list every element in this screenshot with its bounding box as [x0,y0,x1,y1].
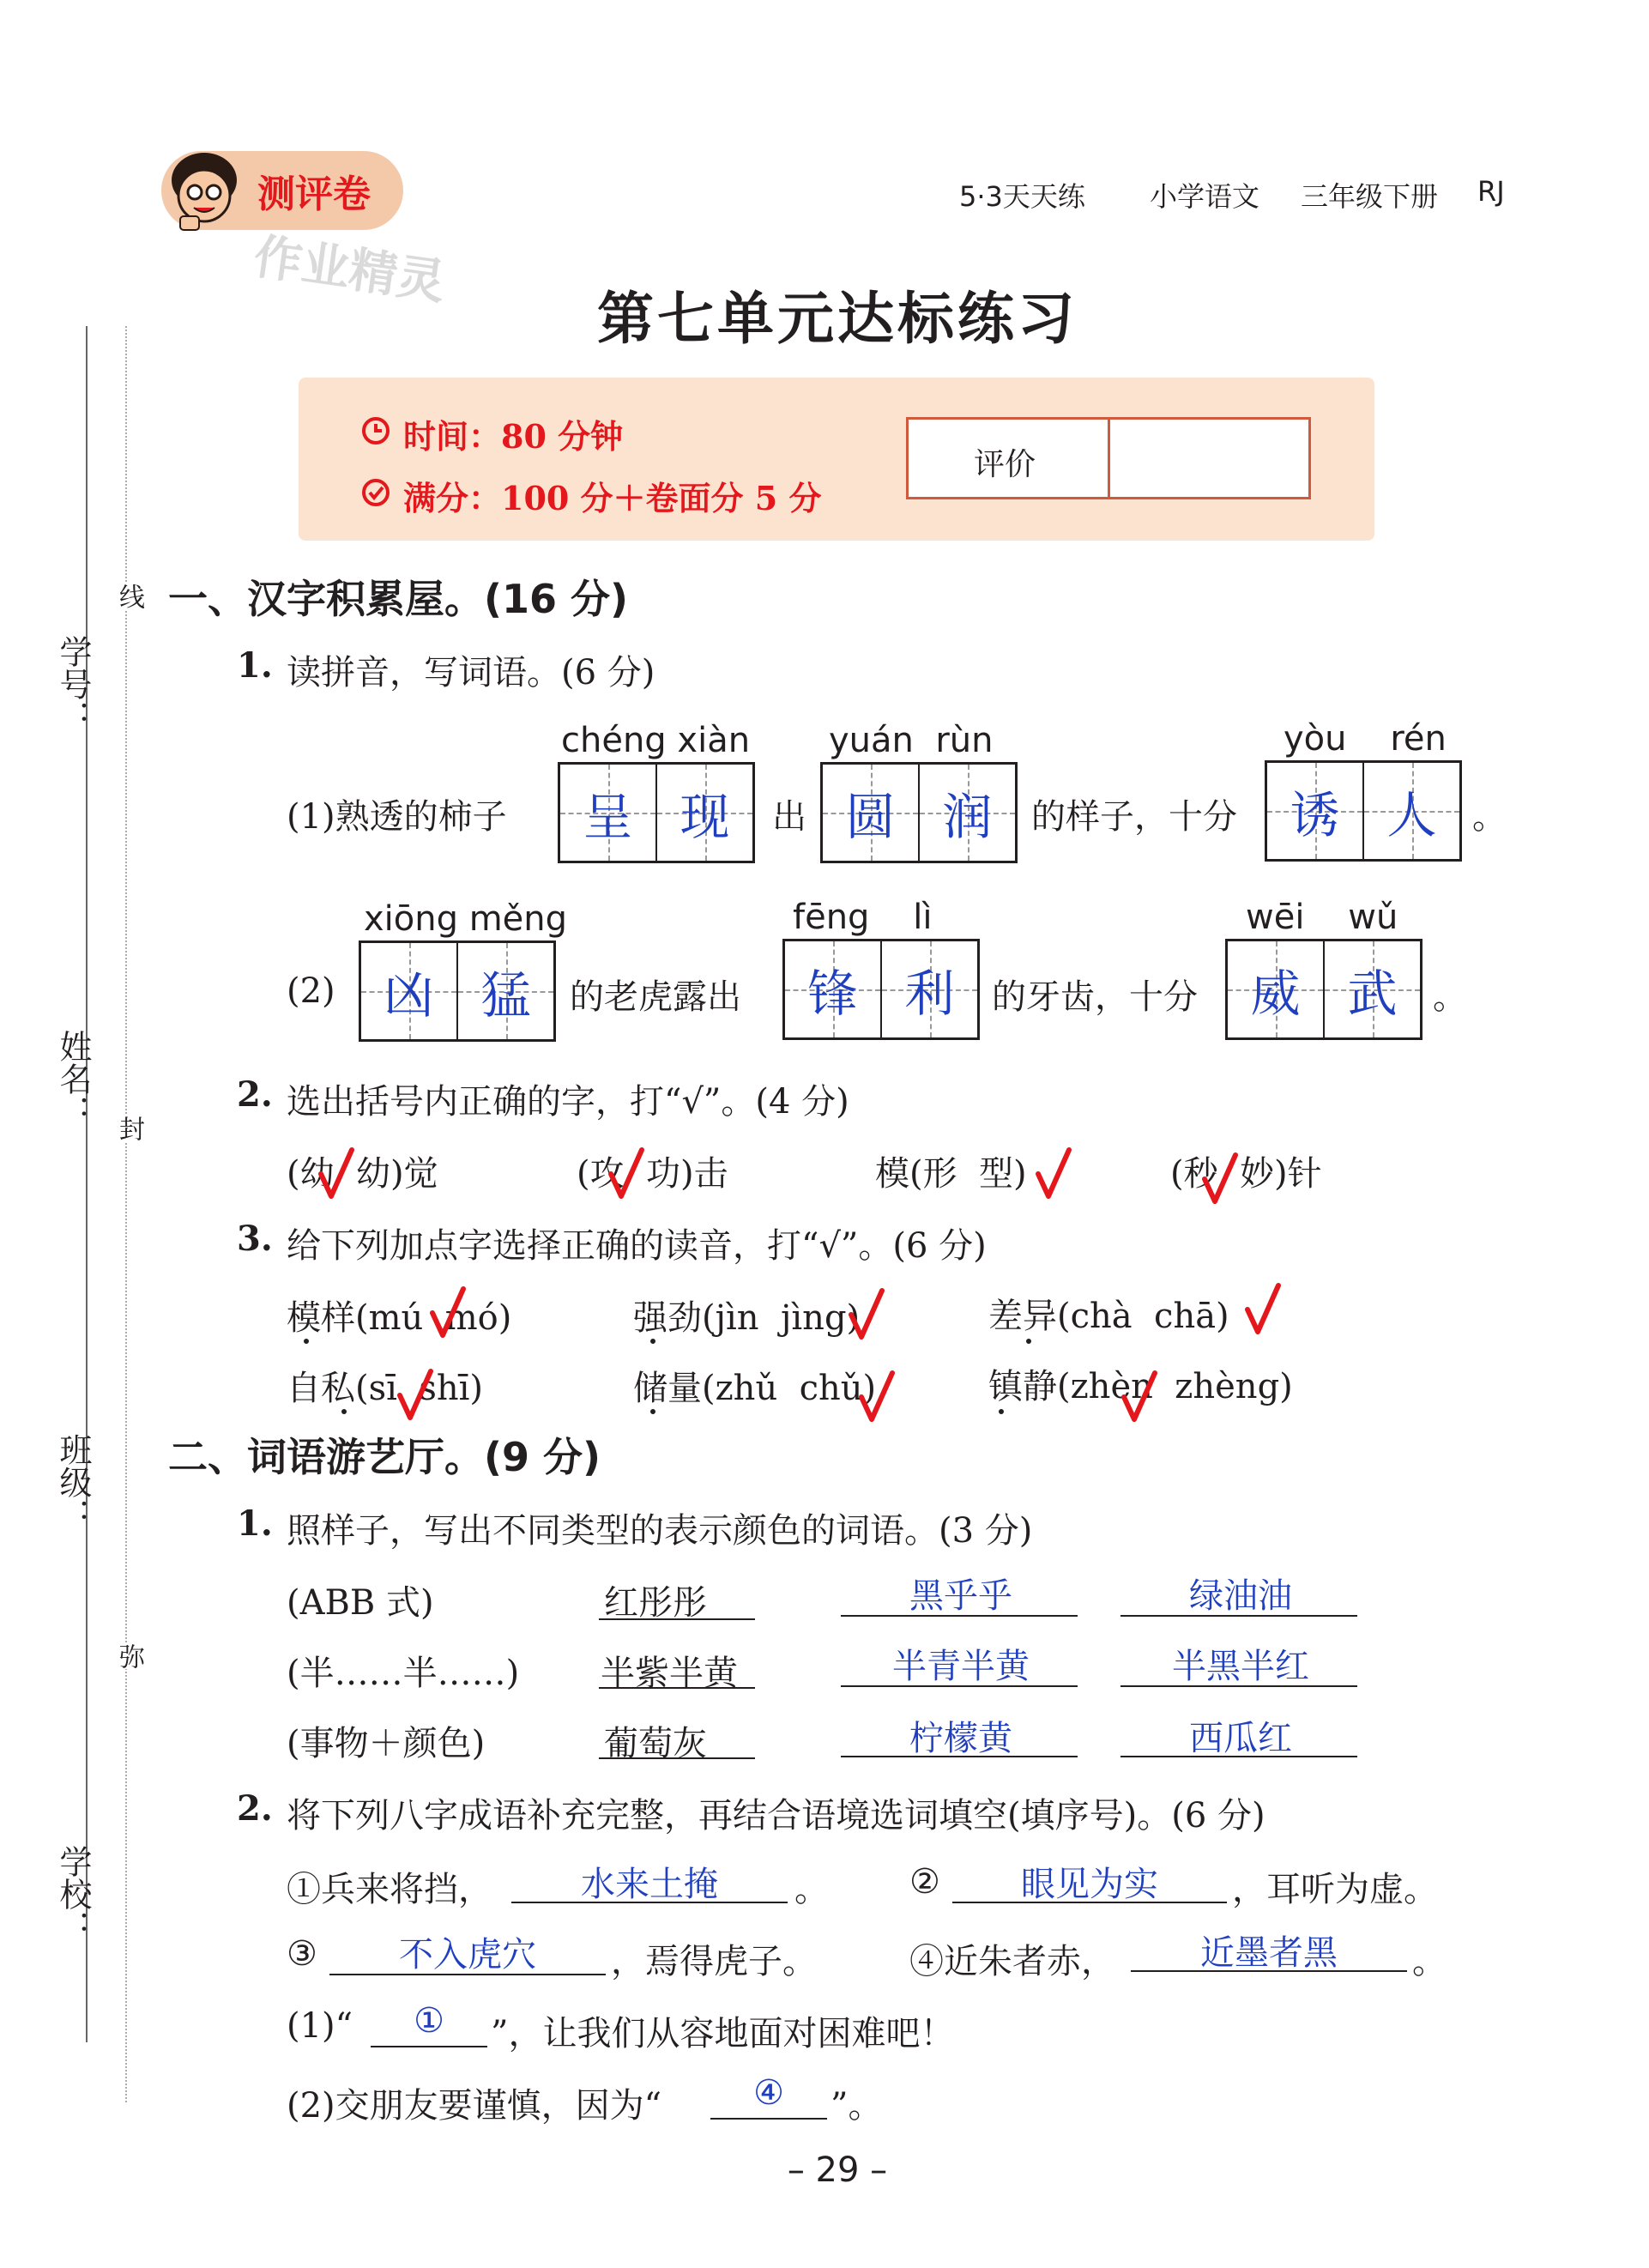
s1q2-item-1: (幼 幼)觉 [287,1154,438,1194]
color-type-2: (半……半……) [287,1654,520,1693]
s1q2-item-4: (秒 妙)针 [1170,1154,1322,1194]
answer-line [841,1615,1078,1617]
answer-char: 诱 [1267,763,1362,859]
color-answer: 绿油油 [1189,1576,1292,1616]
color-example-3: 葡萄灰 [604,1724,707,1763]
sentence2-answer: ④ [753,2073,784,2113]
s1q1-line1-mid1: 出 [772,797,806,837]
idiom2-suffix: ，耳听为虚。 [1232,1870,1438,1909]
answer-line [1131,1970,1407,1972]
s1q3-r2-2: 储量(zhǔ chǔ) [633,1369,877,1408]
sentence2-prefix: (2)交朋友要谨慎，因为“ [287,2086,662,2126]
color-answer: 西瓜红 [1189,1719,1292,1758]
sentence2-suffix: ”。 [831,2086,883,2126]
idiom3-suffix: ，焉得虎子。 [611,1942,817,1981]
answer-line [599,1757,755,1759]
pinyin-5: fēng lì [793,898,933,937]
color-answer: 半黑半红 [1172,1647,1309,1686]
color-example-2: 半紫半黄 [601,1654,738,1693]
answer-char: 利 [880,941,977,1037]
s1q1-line2-mid1: 的老虎露出 [570,977,741,1017]
header-subject: 小学语文 [1150,180,1260,213]
time-text: 时间：80 分钟 [403,417,624,456]
check-mark-icon [848,1287,885,1340]
check-mark-icon [1035,1146,1072,1200]
answer-box-1 [558,762,755,863]
idiom4-answer: 近墨者黑 [1200,1933,1338,1973]
idiom2-answer: 眼见为实 [1021,1865,1158,1904]
color-type-1: (ABB 式) [287,1583,434,1623]
answer-line [952,1902,1227,1903]
s1q1-line1-mid2: 的样子，十分 [1031,797,1237,837]
label-xian: 线 [110,584,148,609]
clock-icon [360,415,391,446]
answer-line [511,1902,788,1903]
s1q2-num: 2. [237,1074,273,1115]
answer-char: 现 [655,765,752,861]
check-mark-icon [317,1146,355,1200]
pinyin-3: yòu rén [1284,719,1447,759]
s1q1-text: 读拼音，写词语。(6 分) [287,653,655,692]
s1q1-line2-label: (2) [287,971,335,1011]
sentence1-suffix: ”，让我们从容地面对困难吧！ [491,2014,955,2053]
evaluation-label: 评价 [974,447,1036,482]
s1q3-r1-2: 强劲(jìn jìng) [633,1298,861,1338]
evaluation-box [906,417,1311,499]
idiom4-suffix: 。 [1412,1942,1447,1981]
answer-line [1120,1615,1357,1617]
answer-line [599,1687,755,1689]
section2-title: 二、词语游艺厅。(9 分) [168,1434,601,1480]
idiom1-answer: 水来土掩 [581,1865,718,1904]
emphasis-dot [341,1409,347,1414]
s1q1-line2-end: 。 [1433,977,1467,1017]
answer-char: 猛 [456,943,553,1039]
check-mark-icon [396,1368,434,1421]
answer-char: 凶 [361,943,456,1039]
answer-char: 润 [918,765,1015,861]
answer-box-5 [782,939,980,1040]
score-text: 满分：100 分＋卷面分 5 分 [403,479,822,517]
answer-line [841,1685,1078,1687]
emphasis-dot [1026,1339,1031,1344]
s1q2-item-2: (攻 功)击 [577,1154,728,1194]
answer-line [329,1974,606,1975]
idiom1-prefix: ①兵来将挡， [287,1870,492,1909]
check-mark-icon [607,1146,645,1200]
watermark: 作业精灵 [250,228,449,311]
answer-char: 威 [1228,941,1323,1037]
idiom4-prefix: ④近朱者赤， [909,1942,1115,1981]
color-answer: 黑乎乎 [909,1576,1012,1616]
idiom3-prefix: ③ [287,1934,317,1974]
idiom2-prefix: ② [909,1862,940,1902]
idiom1-suffix: 。 [794,1870,829,1909]
page-number: – 29 – [787,2150,888,2190]
header-series: 5·3天天练 [959,180,1085,213]
answer-char: 锋 [785,941,880,1037]
header-grade: 三年级下册 [1301,180,1439,213]
pinyin-2: yuán rùn [829,721,994,760]
label-xuexiao: 学校： [54,1845,92,1943]
check-icon [360,477,391,508]
header-edition: RJ [1477,175,1505,208]
s1q1-line2-mid2: 的牙齿，十分 [992,977,1198,1017]
color-answer: 半青半黄 [892,1647,1030,1686]
s1q2-item-3: 模(形 型) [875,1154,1027,1194]
answer-box-4 [359,940,556,1042]
answer-box-6 [1225,939,1422,1040]
s1q2-text: 选出括号内正确的字，打“√”。(4 分) [287,1082,849,1122]
answer-char: 人 [1362,763,1459,859]
s2q1-text: 照样子，写出不同类型的表示颜色的词语。(3 分) [287,1511,1033,1551]
label-feng: 封 [110,1116,148,1141]
answer-line [710,2118,827,2120]
s1q3-r1-1: 模样(mú mó) [287,1298,512,1338]
s1q3-r2-1: 自私(sī shī) [287,1369,484,1408]
s2q2-num: 2. [237,1788,273,1829]
emphasis-dot [650,1339,655,1344]
mascot-icon [163,148,245,233]
color-answer: 柠檬黄 [909,1719,1012,1758]
answer-line [371,2046,487,2047]
label-xuehao: 学号： [54,635,92,733]
s1q3-text: 给下列加点字选择正确的读音，打“√”。(6 分) [287,1226,987,1266]
badge-text: 测评卷 [257,172,371,216]
answer-box-2 [820,762,1018,863]
s2q1-num: 1. [237,1503,273,1544]
s1q1-line1-label: (1)熟透的柿子 [287,797,507,837]
s1q1-line1-end: 。 [1472,797,1507,837]
idiom3-answer: 不入虎穴 [399,1935,536,1975]
check-mark-icon [858,1370,896,1423]
label-mi: 弥 [110,1643,148,1669]
emphasis-dot [999,1409,1004,1414]
pinyin-4: xiōng měng [364,899,568,939]
check-mark-icon [1201,1152,1239,1205]
answer-line [599,1618,755,1620]
answer-char: 呈 [560,765,655,861]
answer-line [1120,1756,1357,1757]
s1q3-num: 3. [237,1219,273,1259]
sentence1-prefix: (1)“ [287,2006,353,2046]
label-xingming: 姓名： [54,1030,92,1128]
sentence1-answer: ① [414,2001,444,2041]
answer-char: 武 [1323,941,1420,1037]
emphasis-dot [304,1339,309,1344]
answer-box-3 [1265,760,1462,862]
section1-title: 一、汉字积累屋。(16 分) [168,576,629,622]
check-mark-icon [1244,1282,1282,1335]
binding-solid-line [86,326,88,2042]
answer-char: 圆 [823,765,918,861]
emphasis-dot [650,1409,655,1414]
pinyin-1: chéng xiàn [561,721,751,760]
color-type-3: (事物＋颜色) [287,1724,486,1763]
label-banji: 班级： [54,1433,92,1531]
pinyin-6: wēi wǔ [1246,898,1398,937]
color-example-1: 红彤彤 [604,1583,707,1623]
page-title: 第七单元达标练习 [597,285,1078,352]
check-mark-icon [1120,1370,1158,1423]
s1q3-r2-3: 镇静(zhèn zhèng) [988,1367,1293,1406]
s2q2-text: 将下列八字成语补充完整，再结合语境选词填空(填序号)。(6 分) [287,1796,1265,1836]
answer-line [1120,1685,1357,1687]
s1q3-r1-3: 差异(chà chā) [988,1297,1229,1336]
check-mark-icon [429,1285,467,1339]
s1q1-num: 1. [237,645,273,686]
answer-line [841,1756,1078,1757]
